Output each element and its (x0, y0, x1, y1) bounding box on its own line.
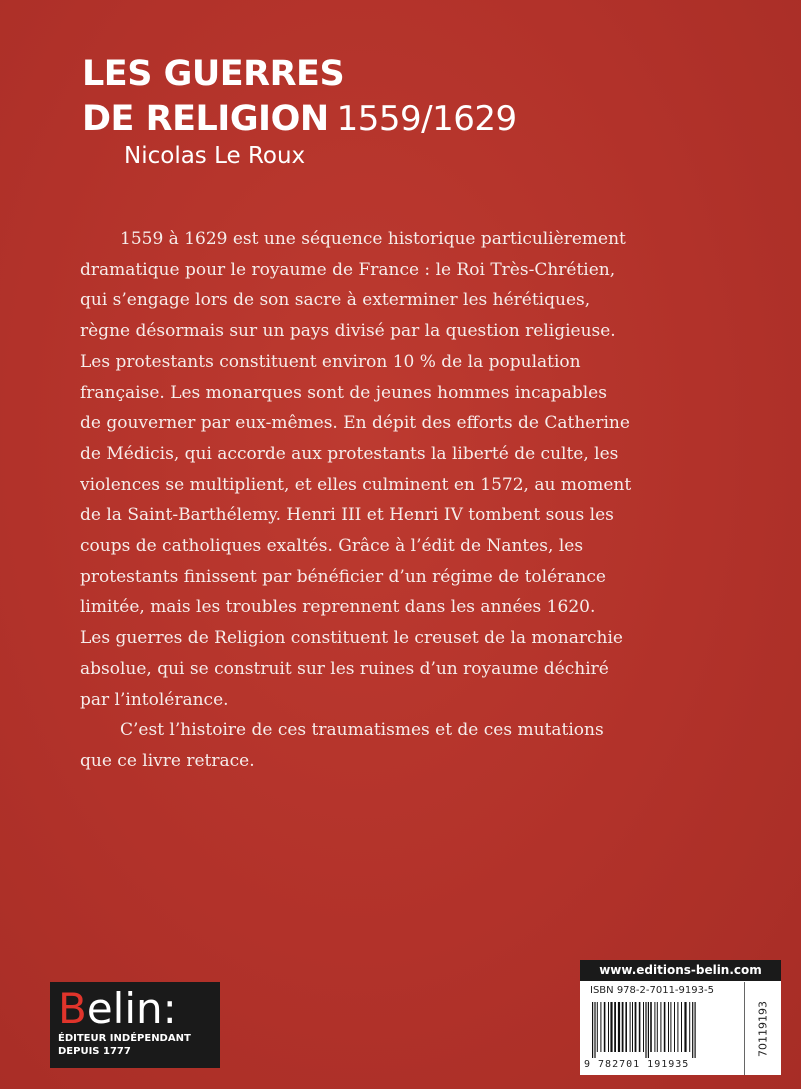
publisher-website: www.editions-belin.com (580, 960, 781, 981)
blurb-paragraph-2 (80, 715, 647, 776)
blurb-paragraph-1 (80, 224, 647, 715)
publisher-logo (50, 982, 220, 1068)
blurb-line: dramatique pour le royaume de France : le Roi Très-Chrétien, (80, 259, 616, 280)
title-years: 1559/1629 (336, 99, 517, 139)
blurb-line: protestants finissent par bénéficier d’un régime de tolérance (80, 566, 606, 587)
blurb-line: limitée, mais les troubles reprennent dans les années 1620. (80, 597, 596, 618)
author-name: Nicolas Le Roux (124, 143, 306, 169)
vertical-code: 70119193 (756, 1000, 770, 1057)
back-cover-blurb (80, 224, 647, 777)
blurb-line: par l’intolérance. (80, 689, 229, 710)
title-text-2: DE RELIGION (82, 99, 329, 139)
ean-number: 9 782701 191935 (584, 1059, 690, 1070)
blurb-line: Les guerres de Religion constituent le creuset de la monarchie (80, 628, 623, 649)
blurb-line: de gouverner par eux-mêmes. En dépit des efforts de Catherine (80, 413, 630, 434)
blurb-line: qui s’engage lors de son sacre à exterminer les hérétiques, (80, 290, 591, 311)
blurb-line: C’est l’histoire de ces traumatismes et de ces mutations (120, 720, 604, 741)
blurb-line: française. Les monarques sont de jeunes hommes incapables (80, 382, 607, 403)
blurb-line: de la Saint-Barthélemy. Henri III et Henri IV tombent sous les (80, 505, 614, 526)
blurb-line: règne désormais sur un pays divisé par la question religieuse. (80, 321, 616, 342)
logo-rest: elin: (86, 984, 177, 1033)
vertical-code-box (744, 982, 781, 1075)
blurb-line: 1559 à 1629 est une séquence historique particulièrement (120, 229, 626, 249)
book-title-line-2 (82, 99, 517, 139)
title-text-1: LES GUERRES (82, 54, 345, 94)
blurb-line: violences se multiplient, et elles culminent en 1572, au moment (80, 474, 632, 495)
isbn-panel (580, 960, 781, 1075)
isbn-text: ISBN 978-2-7011-9193-5 (590, 985, 714, 996)
blurb-line: absolue, qui se construit sur les ruines d’un royaume déchiré (80, 658, 609, 679)
barcode (588, 1002, 740, 1058)
logo-first-letter: B (58, 984, 87, 1033)
logo-tagline-1: ÉDITEUR INDÉPENDANT (58, 1033, 191, 1044)
blurb-line: Les protestants constituent environ 10 % de la population (80, 351, 581, 372)
blurb-line: de Médicis, qui accorde aux protestants la liberté de culte, les (80, 443, 619, 464)
book-title-line-1 (82, 54, 344, 94)
logo-wordmark (58, 986, 212, 1032)
blurb-line: coups de catholiques exaltés. Grâce à l’édit de Nantes, les (80, 536, 584, 557)
logo-tagline-2: DEPUIS 1777 (58, 1046, 131, 1057)
blurb-line: que ce livre retrace. (80, 750, 255, 771)
